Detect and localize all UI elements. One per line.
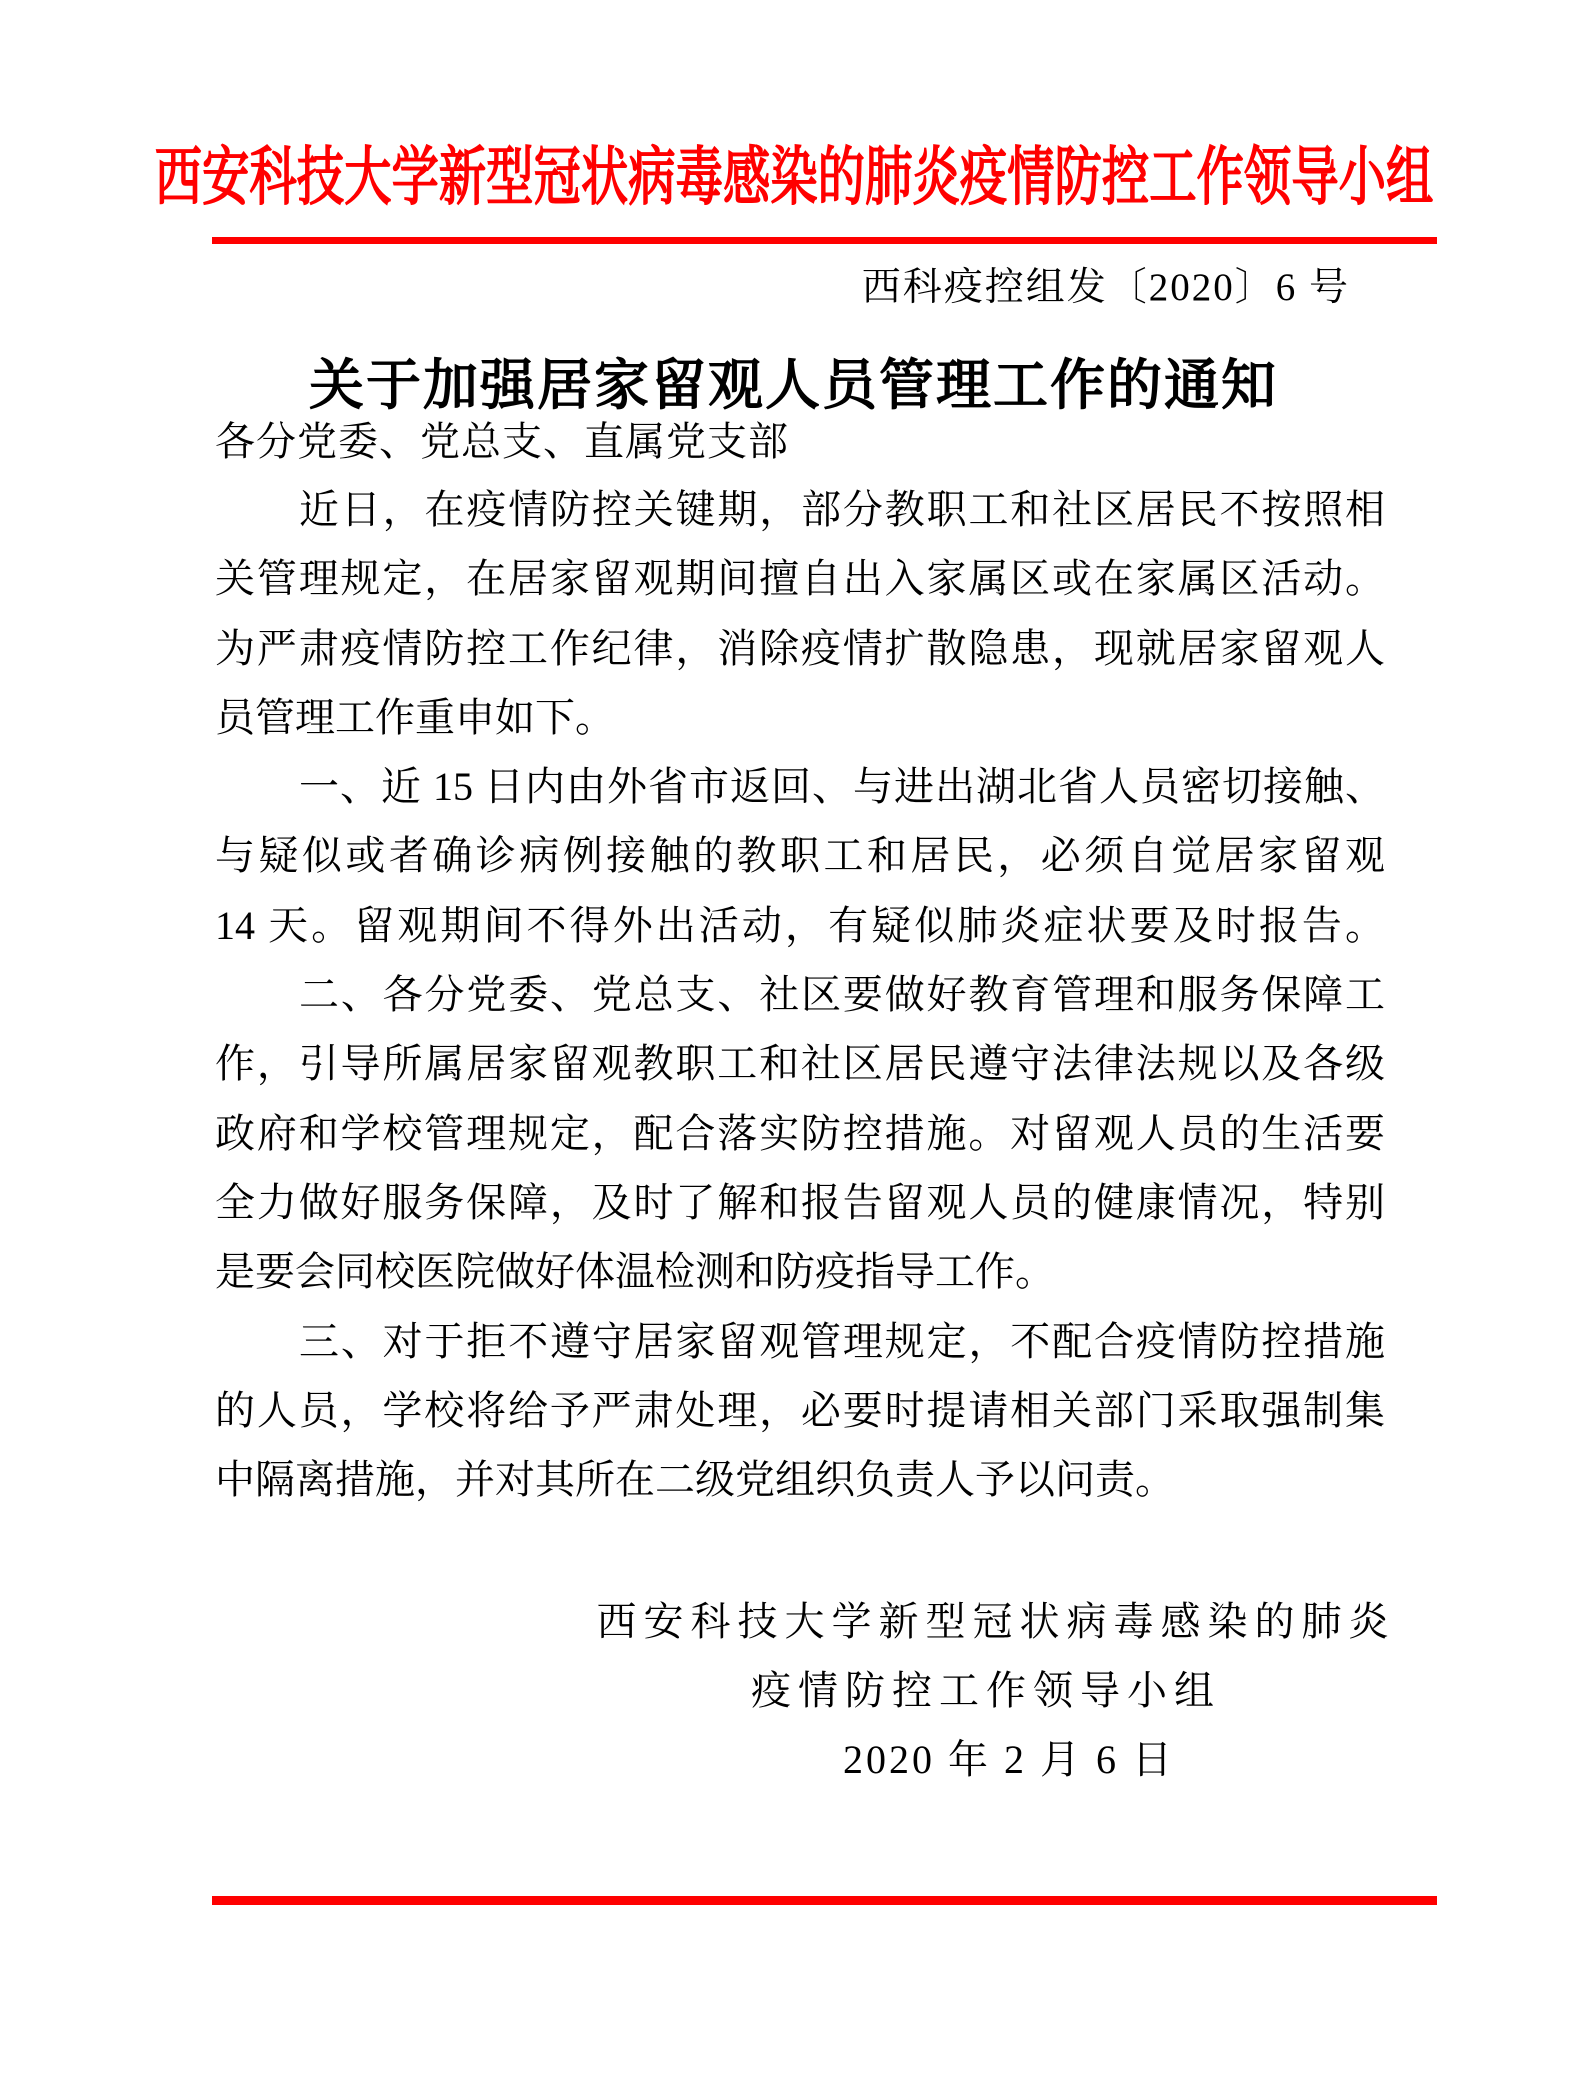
body-line: 近日，在疫情防控关键期，部分教职工和社区居民不按照相 xyxy=(299,487,1385,532)
body-line: 的人员，学校将给予严肃处理，必要时提请相关部门采取强制集 xyxy=(215,1387,1385,1433)
body-line: 关管理规定，在居家留观期间擅自出入家属区或在家属区活动。 xyxy=(215,556,1385,602)
signature-date: 2020 年 2 月 6 日 xyxy=(843,1737,1175,1782)
body-line: 中隔离措施，并对其所在二级党组织负责人予以问责。 xyxy=(215,1457,1175,1503)
body-line: 二、各分党委、党总支、社区要做好教育管理和服务保障工 xyxy=(299,972,1385,1018)
body-line: 三、对于拒不遵守居家留观管理规定，不配合疫情防控措施 xyxy=(299,1318,1385,1364)
body-line: 政府和学校管理规定，配合落实防控措施。对留观人员的生活要 xyxy=(215,1110,1385,1156)
body-line: 是要会同校医院做好体温检测和防疫指导工作。 xyxy=(215,1249,1055,1295)
body-line: 与疑似或者确诊病例接触的教职工和居民，必须自觉居家留观 xyxy=(215,833,1385,879)
body-line: 为严肃疫情防控工作纪律，消除疫情扩散隐患，现就居家留观人 xyxy=(215,625,1385,671)
notice-body xyxy=(215,475,1385,1514)
document-number: 西科疫控组发〔2020〕6 号 xyxy=(861,266,1350,309)
notice-title: 关于加强居家留观人员管理工作的通知 xyxy=(308,354,1278,416)
body-line: 员管理工作重申如下。 xyxy=(215,694,615,740)
signature-org-line-1: 西安科技大学新型冠状病毒感染的肺炎 xyxy=(596,1599,1396,1644)
body-line: 作，引导所属居家留观教职工和社区居民遵守法律法规以及各级 xyxy=(215,1041,1385,1087)
body-line: 14 天。留观期间不得外出活动，有疑似肺炎症状要及时报告。 xyxy=(215,902,1385,948)
red-rule-top xyxy=(212,237,1437,244)
letterhead-org-title: 西安科技大学新型冠状病毒感染的肺炎疫情防控工作领导小组 xyxy=(154,141,1433,213)
body-line: 一、近 15 日内由外省市返回、与进出湖北省人员密切接触、 xyxy=(299,764,1385,810)
red-rule-bottom xyxy=(212,1896,1437,1905)
body-line: 全力做好服务保障，及时了解和报告留观人员的健康情况，特别 xyxy=(215,1179,1385,1225)
addressee-line: 各分党委、党总支、直属党支部 xyxy=(215,419,789,464)
signature-org-line-2: 疫情防控工作领导小组 xyxy=(751,1668,1221,1713)
